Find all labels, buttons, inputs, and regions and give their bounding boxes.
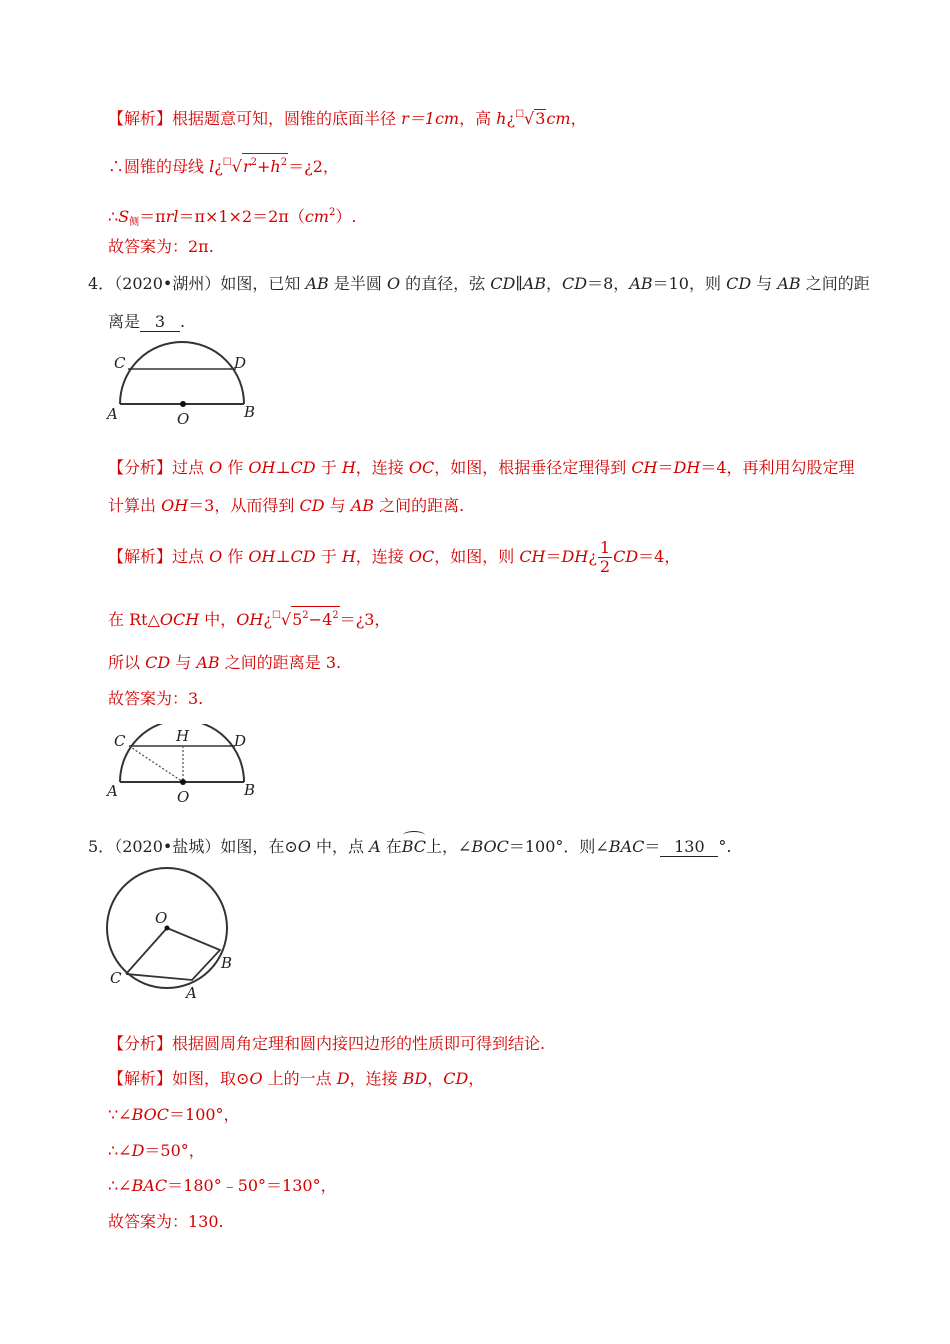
- radicand: $5^2-4^2$: [291, 606, 340, 629]
- q5-figure-circle: [100, 866, 240, 1006]
- q3-answer: 故答案为：2π.: [108, 237, 214, 256]
- question-number: 5．: [88, 837, 115, 856]
- label-a: A: [107, 782, 118, 800]
- label-c: C: [110, 969, 122, 987]
- analysis-tag: 【分析】: [108, 458, 173, 477]
- q4-solution-line3: 所以 CD 与 AB 之间的距离是 3.: [108, 653, 342, 672]
- label-c: C: [114, 354, 126, 372]
- q3-solution-line3: $\therefore S_侧=\pi rl=\pi\times 1\times 2=2\pi(cm^2)$.: [108, 207, 357, 228]
- sqrt-sign-icon: √: [231, 157, 242, 176]
- answer-blank: 3: [140, 313, 180, 332]
- label-a: A: [107, 405, 118, 423]
- question-number: 4．: [88, 274, 115, 293]
- radicand: $r^2+h^2$: [242, 153, 288, 176]
- quadrilateral-ocab: [126, 928, 220, 980]
- label-o: O: [177, 410, 190, 428]
- solution-tag: 【解析】: [108, 109, 173, 128]
- solution-tag: 【解析】: [108, 1069, 173, 1088]
- label-d: D: [234, 354, 247, 372]
- q5-solution-line4: ∴∠BAC＝180°﹣50°＝130°，: [108, 1176, 337, 1195]
- label-b: B: [244, 781, 256, 799]
- label-b: B: [244, 403, 256, 421]
- solution-tag: 【解析】: [108, 547, 173, 566]
- label-a: A: [186, 984, 197, 1002]
- q4-solution-line1: 【解析】过点 O 作 OH⊥CD 于 H，连接 OC，如图，则 CH＝DH¿ $\frac{1}{2}$ CD＝4，: [108, 538, 681, 576]
- center-point: [180, 779, 186, 785]
- q5-answer: 故答案为：130.: [108, 1212, 224, 1231]
- label-d: D: [234, 732, 247, 750]
- q5-solution-line3: ∴∠D＝50°，: [108, 1141, 205, 1160]
- analysis-tag: 【分析】: [108, 1034, 173, 1053]
- q5-question: 5．（2020•盐城）如图，在⊙O 中，点 A 在BC上，∠BOC＝100°．则∠BAC＝ 130 °.: [88, 837, 732, 856]
- q4-question-line2: 离是 3 .: [108, 312, 186, 331]
- q5-solution-line2: ∵∠BOC＝100°，: [108, 1105, 240, 1124]
- q4-analysis-line2: 计算出 OH＝3，从而得到 CD 与 AB 之间的距离.: [108, 496, 465, 515]
- sqrt-sign-icon: √: [524, 109, 535, 128]
- q4-question-line1: 4．（2020•湖州）如图，已知 AB 是半圆 O 的直径，弦 CD∥AB，CD＝8，AB＝10，则 CD 与 AB 之间的距: [88, 274, 870, 293]
- q4-figure-semicircle: [104, 340, 264, 430]
- center-point: [180, 401, 186, 407]
- q4-analysis-line1: 【分析】过点 O 作 OH⊥CD 于 H，连接 OC，如图，根据垂径定理得到 CH＝DH＝4，再利用勾股定理: [108, 458, 855, 477]
- answer-blank: 130: [660, 838, 718, 857]
- label-h: H: [176, 727, 190, 745]
- sqrt-sign-icon: √: [280, 610, 292, 629]
- semicircle-arc: [120, 342, 247, 404]
- q5-analysis: 【分析】根据圆周角定理和圆内接四边形的性质即可得到结论.: [108, 1034, 546, 1053]
- q3-solution-line1: 【解析】根据题意可知，圆锥的底面半径 r＝1cm，高 h¿☐√3cm，: [108, 109, 587, 128]
- q4-figure-solution: [104, 724, 264, 808]
- label-o: O: [155, 909, 168, 927]
- segment-oc: [129, 746, 183, 782]
- arc-bc: BC: [401, 837, 427, 856]
- q3-solution-line2: ∴圆锥的母线 $l¿^☐√r^2+h^2=¿2$，: [108, 152, 339, 178]
- label-b: B: [221, 954, 233, 972]
- q5-solution-line1: 【解析】如图，取⊙O 上的一点 D，连接 BD，CD，: [108, 1069, 485, 1088]
- fraction-one-half: $\frac{1}{2}$: [599, 538, 611, 576]
- q4-answer: 故答案为：3.: [108, 689, 204, 708]
- label-o: O: [177, 788, 190, 806]
- q4-solution-line2: 在 Rt△OCH 中，$OH¿^☐√5^2-4^2=¿3$，: [108, 605, 390, 631]
- label-c: C: [114, 732, 126, 750]
